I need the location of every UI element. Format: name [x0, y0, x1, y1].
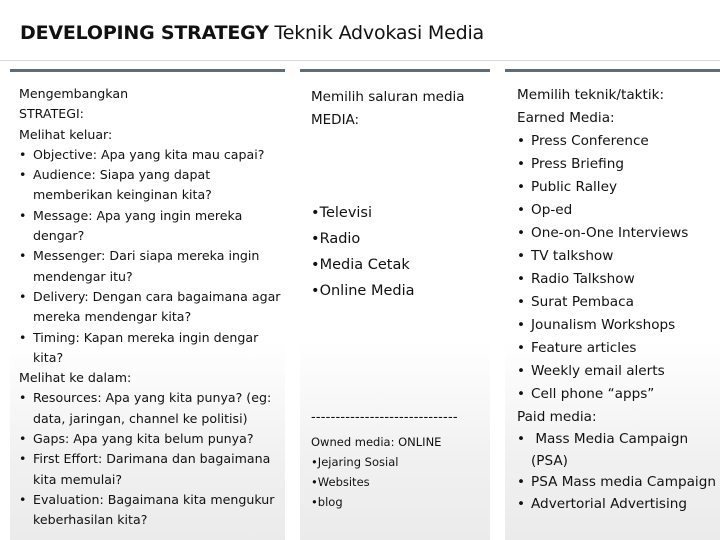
list-item: • One-on-One Interviews — [517, 222, 717, 245]
list-item: • Radio Talkshow — [517, 268, 717, 291]
list-item: • Evaluation: Bagaimana kita mengukur keberhasilan kita? — [19, 490, 281, 531]
list-item: •Websites — [311, 475, 370, 489]
bullet-icon: • — [517, 363, 526, 379]
strategy-column — [10, 69, 285, 540]
bullet-icon: • — [517, 340, 526, 356]
strategy-content — [19, 84, 281, 531]
list-item: • Weekly email alerts — [517, 360, 717, 383]
dashed-divider: ------------------------------ — [311, 410, 458, 425]
bullet-icon: • — [19, 248, 27, 264]
bullet-icon: • — [517, 317, 526, 333]
owned-heading: Owned media: ONLINE — [311, 435, 442, 449]
bullet-icon: • — [517, 271, 526, 287]
tactics-heading: Memilih teknik/taktik: — [517, 87, 665, 103]
list-item: • Objective: Apa yang kita mau capai? — [19, 145, 281, 165]
media-heading-line-1: Memilih saluran media — [311, 89, 465, 105]
list-item: • Surat Pembaca — [517, 291, 717, 314]
bullet-icon: • — [517, 248, 526, 264]
paid-list — [517, 429, 717, 515]
bullet-icon: • — [517, 495, 526, 512]
list-item: • Public Ralley — [517, 176, 717, 199]
bullet-icon: • — [19, 431, 27, 447]
list-item: • Resources: Apa yang kita punya? (eg: data, jaringan, channel ke politisi) — [19, 388, 281, 429]
tactics-column — [505, 69, 720, 540]
list-item: • Op-ed — [517, 199, 717, 222]
outward-heading: Melihat keluar: — [19, 126, 113, 142]
bullet-icon: • — [19, 146, 27, 162]
inward-heading: Melihat ke dalam: — [19, 370, 132, 386]
bullet-icon: • — [19, 207, 27, 223]
list-item: • Audience: Siapa yang dapat memberikan keinginan kita? — [19, 165, 281, 206]
slide-title-rest: Teknik Advokasi Media — [268, 22, 484, 44]
bullet-icon: • — [19, 451, 27, 467]
media-heading-line-2: MEDIA: — [311, 112, 360, 128]
list-item: • TV talkshow — [517, 245, 717, 268]
list-item: • Messenger: Dari siapa mereka ingin mendengar itu? — [19, 246, 281, 287]
list-item: • Delivery: Dengan cara bagaimana agar mereka mendengar kita? — [19, 287, 281, 328]
tactics-content — [517, 84, 717, 515]
list-item: • Message: Apa yang ingin mereka dengar? — [19, 206, 281, 247]
list-item: • Cell phone “apps” — [517, 383, 717, 406]
bullet-icon: • — [517, 156, 526, 172]
list-item: • Advertorial Advertising — [517, 494, 717, 516]
bullet-icon: • — [517, 202, 526, 218]
paid-heading: Paid media: — [517, 409, 597, 425]
list-item: • Mass Media Campaign (PSA) — [517, 429, 717, 472]
bullet-icon: • — [19, 288, 27, 304]
slide-title — [20, 22, 484, 44]
bullet-icon: • — [517, 294, 526, 310]
list-item: • Timing: Kapan mereka ingin dengar kita? — [19, 328, 281, 369]
list-item: • Press Briefing — [517, 153, 717, 176]
media-heading — [311, 86, 465, 132]
bullet-icon: • — [517, 431, 526, 447]
list-item: • PSA Mass media Campaign — [517, 472, 717, 494]
strategy-heading-line-1: Mengembangkan — [19, 86, 129, 101]
media-list — [311, 200, 415, 304]
list-item: • Press Conference — [517, 130, 717, 153]
bullet-icon: • — [517, 474, 526, 490]
list-item: • First Effort: Darimana dan bagaimana kita memulai? — [19, 449, 281, 490]
bullet-icon: • — [517, 386, 526, 402]
list-item: •Radio — [311, 231, 361, 247]
earned-heading: Earned Media: — [517, 110, 615, 126]
bullet-icon: • — [19, 390, 27, 406]
bullet-icon: • — [517, 225, 526, 241]
list-item: •Media Cetak — [311, 257, 410, 273]
owned-media — [311, 432, 441, 512]
media-channel-column — [300, 69, 490, 540]
title-divider — [0, 60, 720, 61]
list-item: • Feature articles — [517, 337, 717, 360]
bullet-icon: • — [19, 491, 27, 507]
bullet-icon: • — [517, 179, 526, 195]
list-item: •blog — [311, 495, 343, 509]
bullet-icon: • — [19, 329, 27, 345]
list-item: • Jounalism Workshops — [517, 314, 717, 337]
list-item: •Televisi — [311, 205, 373, 221]
list-item: •Jejaring Sosial — [311, 455, 399, 469]
bullet-icon: • — [19, 167, 27, 183]
slide-title-bold: DEVELOPING STRATEGY — [20, 22, 269, 44]
list-item: •Online Media — [311, 283, 415, 299]
list-item: • Gaps: Apa yang kita belum punya? — [19, 429, 281, 449]
bullet-icon: • — [517, 133, 526, 149]
strategy-heading-line-2: STRATEGI: — [19, 106, 84, 122]
